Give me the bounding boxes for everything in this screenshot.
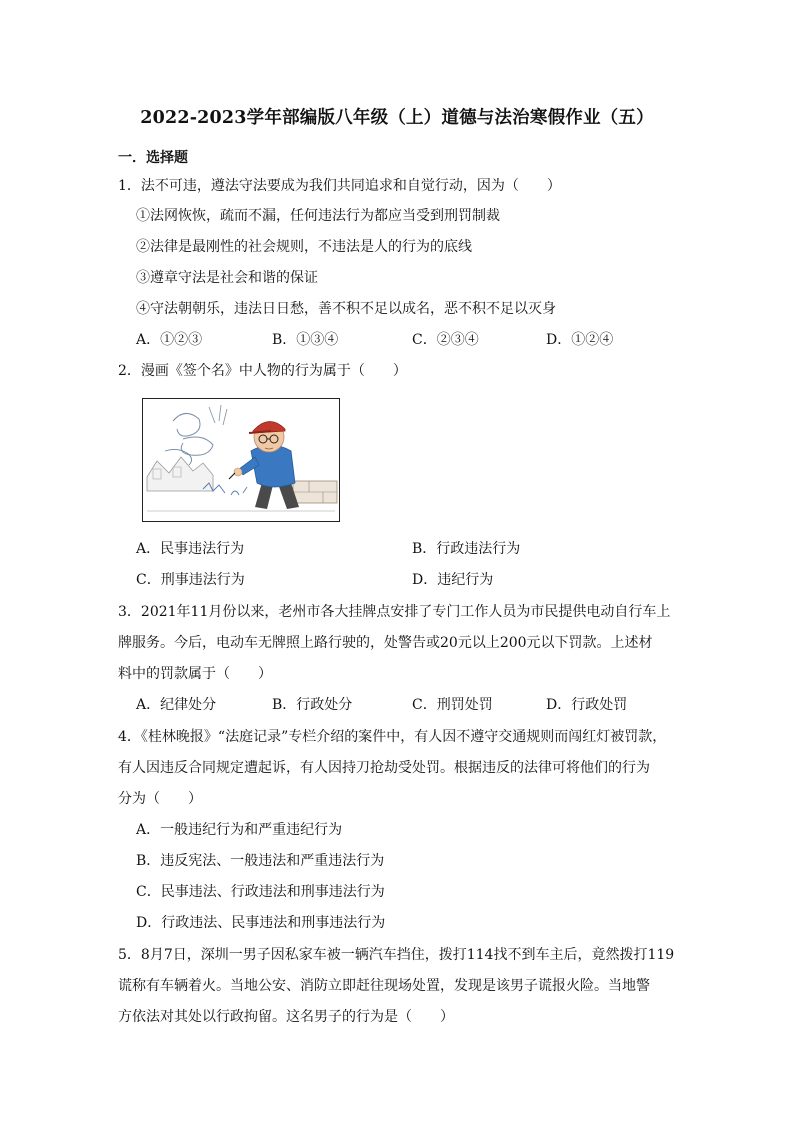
q3-option-c[interactable]: C．刑罚处罚 <box>412 697 493 713</box>
q1-option-a[interactable]: A．①②③ <box>136 332 203 348</box>
q3-line-2: 牌服务。今后，电动车无牌照上路行驶的，处警告或20元以上200元以下罚款。上述材 <box>118 635 653 651</box>
q1-item-2: ②法律是最刚性的社会规则，不违法是人的行为的底线 <box>136 239 472 255</box>
q3-option-d[interactable]: D．行政处罚 <box>546 697 628 713</box>
q2-option-c[interactable]: C．刑事违法行为 <box>136 572 245 588</box>
q3-option-b[interactable]: B．行政处分 <box>272 697 353 713</box>
q2-option-d[interactable]: D．违纪行为 <box>412 572 494 588</box>
q3-option-a[interactable]: A．纪律处分 <box>136 697 217 713</box>
q5-line-2: 谎称有车辆着火。当地公安、消防立即赶往现场处置，发现是该男子谎报火险。当地警 <box>118 978 650 994</box>
q4-option-a[interactable]: A．一般违纪行为和严重违纪行为 <box>136 822 343 838</box>
q1-item-3: ③遵章守法是社会和谐的保证 <box>136 270 318 286</box>
q3-line-1: 3．2021年11月份以来，老州市各大挂牌点安排了专门工作人员为市民提供电动自行车上 <box>118 604 671 620</box>
q5-line-3: 方依法对其处以行政拘留。这名男子的行为是（ ） <box>118 1009 454 1025</box>
q4-option-b[interactable]: B．违反宪法、一般违法和严重违法行为 <box>136 853 385 869</box>
q4-option-d[interactable]: D．行政违法、民事违法和刑事违法行为 <box>136 915 386 931</box>
q1-option-d[interactable]: D．①②④ <box>546 332 614 348</box>
q5-line-1: 5．8月7日，深圳一男子因私家车被一辆汽车挡住，拨打114找不到车主后，竟然拨打119 <box>118 947 675 963</box>
q4-line-3: 分为（ ） <box>118 791 202 807</box>
q2-stem: 2．漫画《签个名》中人物的行为属于（ ） <box>118 363 407 379</box>
q4-line-1: 4．《桂林晚报》“法庭记录”专栏介绍的案件中，有人因不遵守交通规则而闯红灯被罚款， <box>118 729 667 745</box>
q1-item-1: ①法网恢恢，疏而不漏，任何违法行为都应当受到刑罚制裁 <box>136 208 500 224</box>
cartoon-image <box>142 398 340 522</box>
section-heading: 一．选择题 <box>118 150 188 166</box>
document-title: 2022-2023学年部编版八年级（上）道德与法治寒假作业（五） <box>140 108 654 128</box>
cartoon-drawing <box>143 399 339 521</box>
q1-option-c[interactable]: C．②③④ <box>412 332 479 348</box>
q1-option-b[interactable]: B．①③④ <box>272 332 339 348</box>
q3-line-3: 料中的罚款属于（ ） <box>118 666 272 682</box>
q1-item-4: ④守法朝朝乐，违法日日愁，善不积不足以成名，恶不积不足以灭身 <box>136 301 556 317</box>
q2-option-b[interactable]: B．行政违法行为 <box>412 541 521 557</box>
q2-option-a[interactable]: A．民事违法行为 <box>136 541 245 557</box>
q4-option-c[interactable]: C．民事违法、行政违法和刑事违法行为 <box>136 884 385 900</box>
q1-stem: 1．法不可违，遵法守法要成为我们共同追求和自觉行动，因为（ ） <box>118 178 561 194</box>
q4-line-2: 有人因违反合同规定遭起诉，有人因持刀抢劫受处罚。根据违反的法律可将他们的行为 <box>118 760 650 776</box>
